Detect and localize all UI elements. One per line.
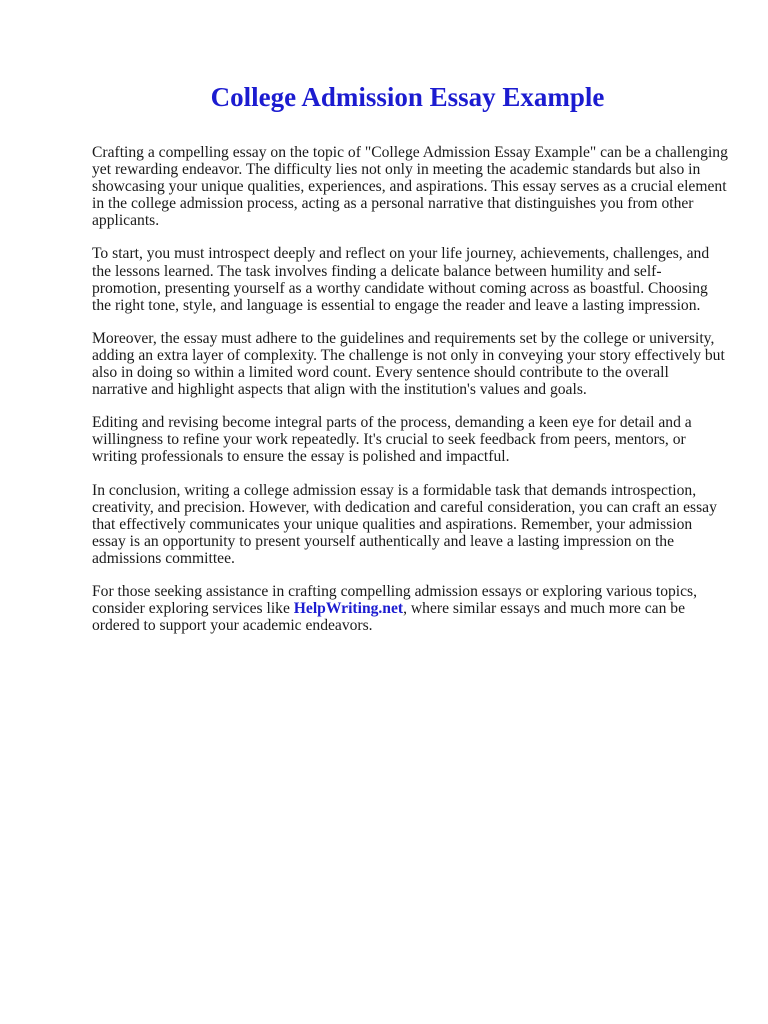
paragraph-1: Crafting a compelling essay on the topic of "College Admission Essay Example" can be a challenging yet rewarding endeavor. The difficulty lies not only in meeting the academic standards but also in showcasing your unique qualities, experiences, and aspirations. This essay serves as a crucial element in the college admission process, acting as a personal narrative that distinguishes you from other applicants. (92, 144, 728, 230)
page-title: College Admission Essay Example (210, 82, 605, 112)
paragraph-6-text-before-link: For those seeking assistance in crafting compelling admission essays or exploring various topics, consider exploring services like (92, 582, 698, 618)
helpwriting-link[interactable]: HelpWriting.net (293, 600, 404, 618)
paragraph-6-text-after-link: , where similar essays and much more can be ordered to support your academic endeavors. (92, 600, 685, 635)
paragraph-5: In conclusion, writing a college admission essay is a formidable task that demands introspection, creativity, and precision. However, with dedication and careful consideration, you can craft an essay that effectively communicates your unique qualities and aspirations. Remember, your admission essay is an opportunity to present yourself authentically and leave a lasting impression on the admissions committee. (92, 481, 717, 567)
paragraph-4: Editing and revising become integral parts of the process, demanding a keen eye for detail and a willingness to refine your work repeatedly. It's crucial to seek feedback from peers, mentors, or writing professionals to ensure the essay is polished and impactful. (92, 414, 692, 466)
essay-body (92, 144, 728, 650)
paragraph-2: To start, you must introspect deeply and reflect on your life journey, achievements, challenges, and the lessons learned. The task involves finding a delicate balance between humility and self-promotion, presenting yourself as a worthy candidate without coming across as boastful. Choosing the right tone, style, and language is essential to engage the reader and leave a lasting impression. (92, 245, 710, 314)
paragraph-3: Moreover, the essay must adhere to the guidelines and requirements set by the college or university, adding an extra layer of complexity. The challenge is not only in conveying your story effectively but also in doing so within a limited word count. Every sentence should contribute to the overall narrative and highlight aspects that align with the institution's values and goals. (92, 329, 725, 399)
paragraph-6 (92, 583, 728, 634)
